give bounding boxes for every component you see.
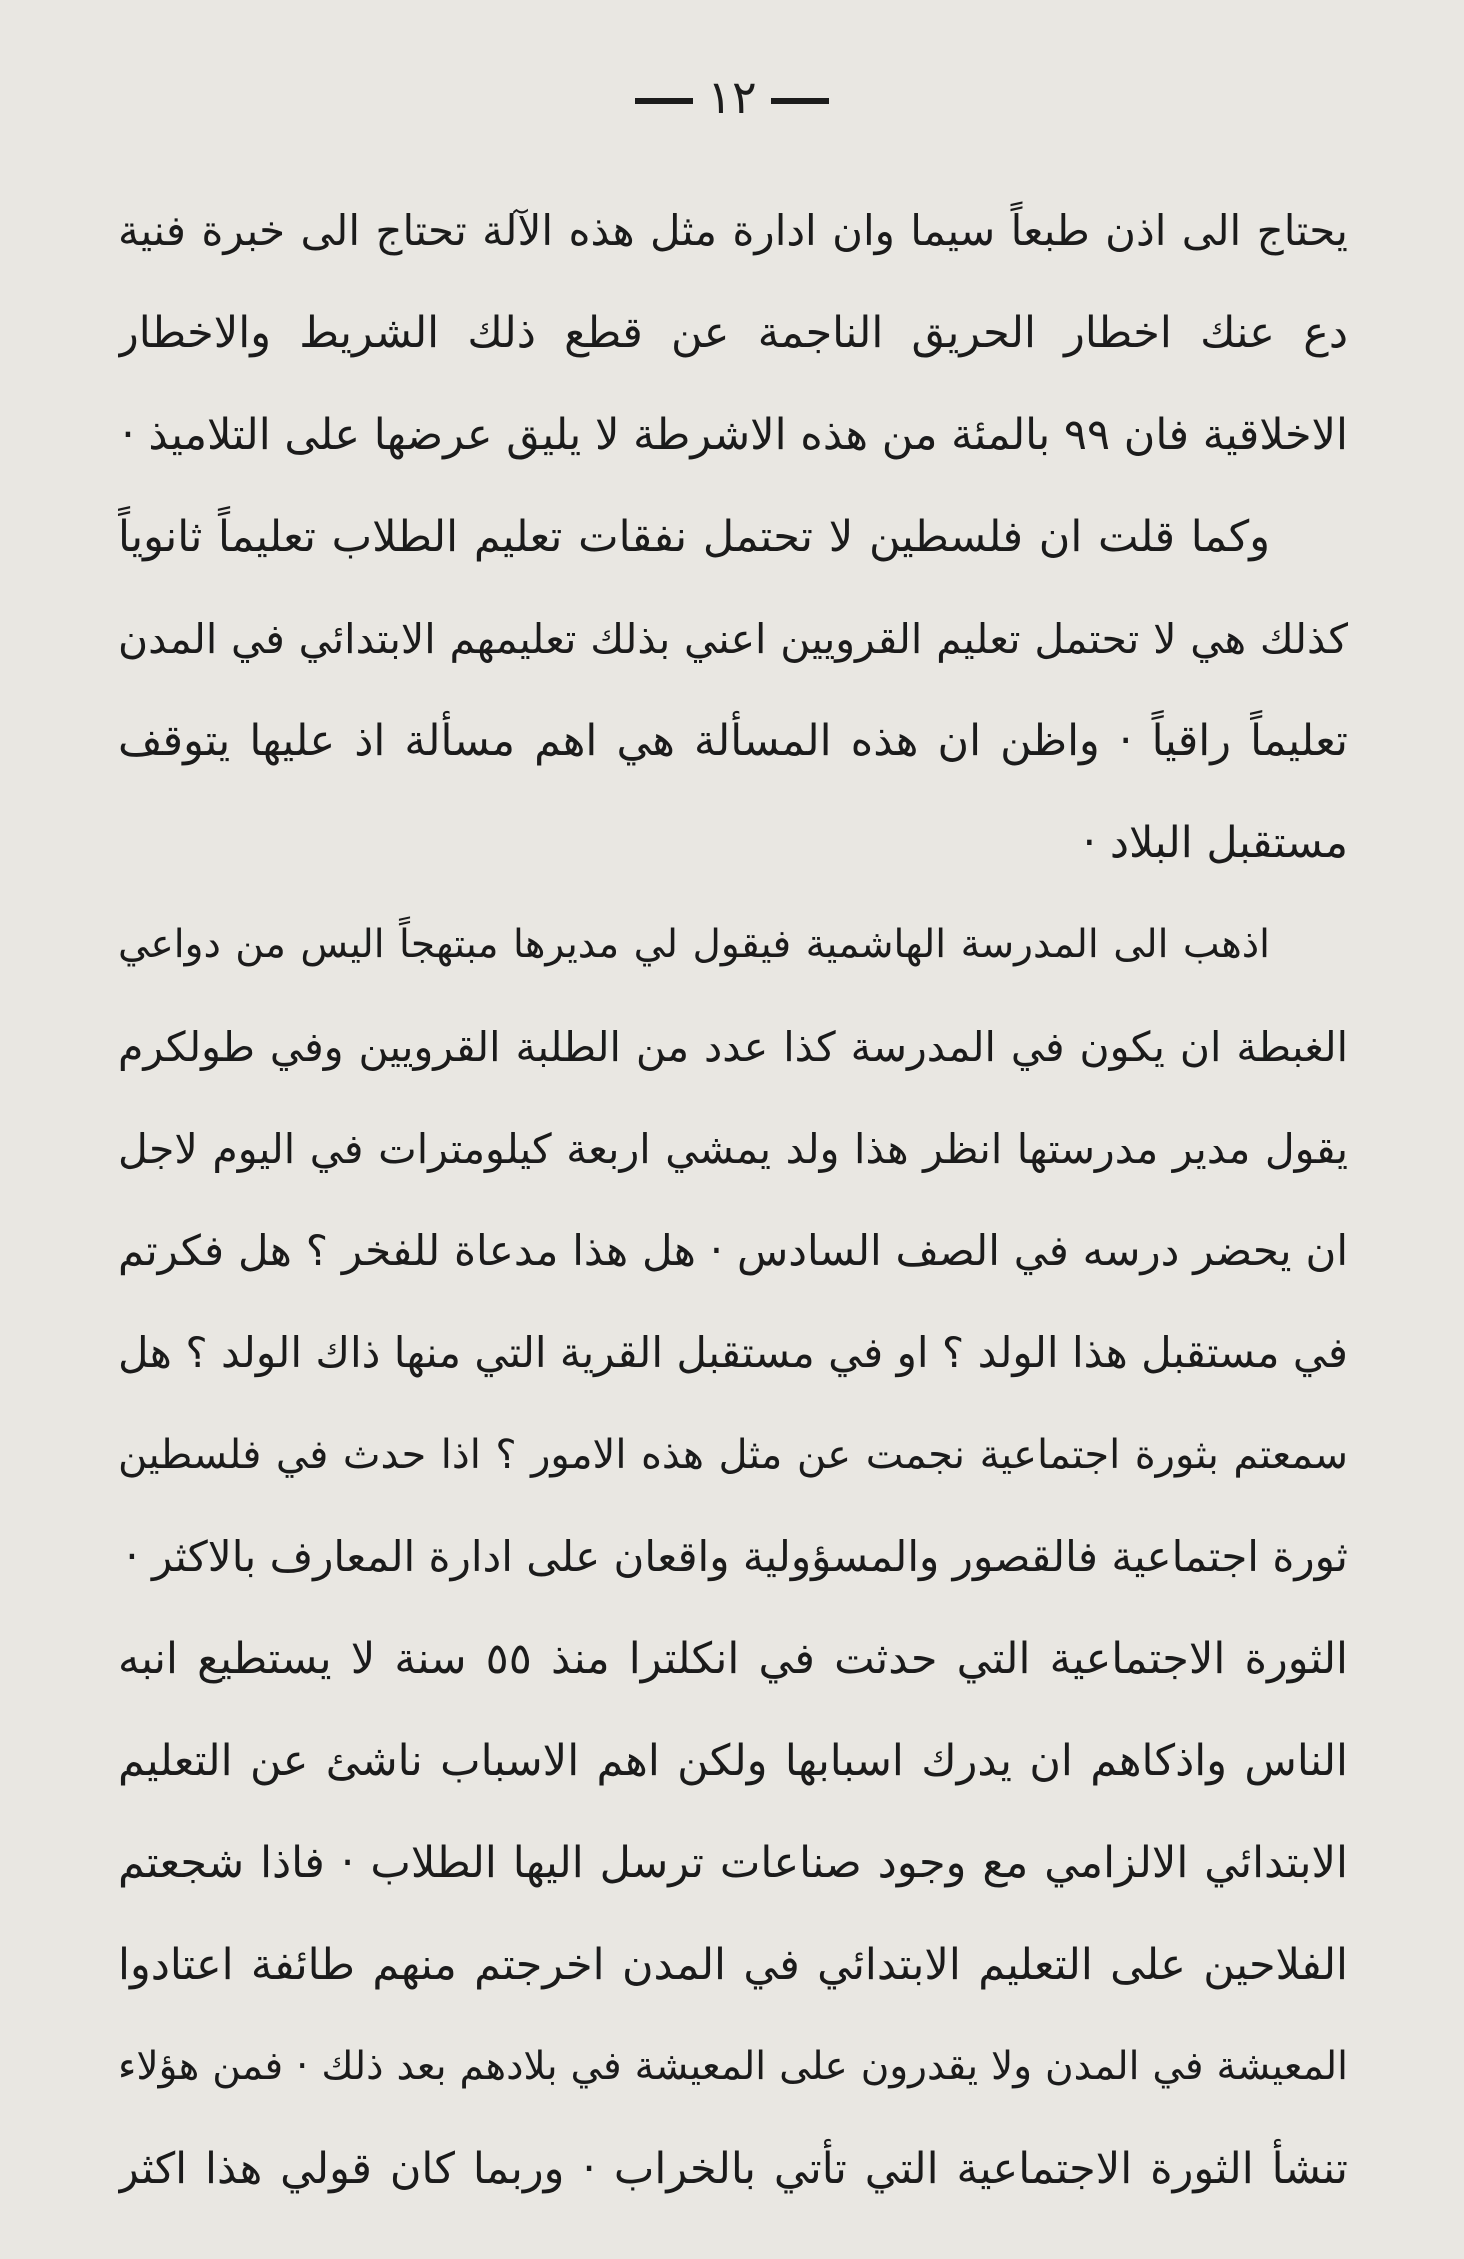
text-line: سمعتم بثورة اجتماعية نجمت عن مثل هذه الامور ؟ اذا حدث في فلسطين bbox=[118, 1432, 1348, 1478]
text-line: ان يحضر درسه في الصف السادس · هل هذا مدعاة للفخر ؟ هل فكرتم bbox=[118, 1226, 1348, 1275]
text-line: الغبطة ان يكون في المدرسة كذا عدد من الطلبة القرويين وفي طولكرم bbox=[118, 1023, 1348, 1071]
text-line: اذهب الى المدرسة الهاشمية فيقول لي مديرها مبتهجاً اليس من دواعي bbox=[118, 922, 1270, 967]
text-line: الابتدائي الالزامي مع وجود صناعات ترسل اليها الطلاب · فاذا شجعتم bbox=[118, 1838, 1348, 1888]
text-line: في مستقبل هذا الولد ؟ او في مستقبل القرية التي منها ذاك الولد ؟ هل bbox=[118, 1328, 1348, 1377]
header-dash-left bbox=[635, 98, 693, 104]
page-body-text bbox=[118, 180, 1348, 2220]
text-line: يحتاج الى اذن طبعاً سيما وان ادارة مثل هذه الآلة تحتاج الى خبرة فنية bbox=[118, 206, 1348, 255]
text-line: مستقبل البلاد · bbox=[1082, 818, 1348, 868]
text-line: الثورة الاجتماعية التي حدثت في انكلترا منذ ٥٥ سنة لا يستطيع انبه bbox=[118, 1634, 1348, 1684]
text-line: وكما قلت ان فلسطين لا تحتمل نفقات تعليم الطلاب تعليماً ثانوياً bbox=[118, 512, 1270, 562]
text-line: تعليماً راقياً · واظن ان هذه المسألة هي اهم مسألة اذ عليها يتوقف bbox=[118, 716, 1348, 766]
text-line: الفلاحين على التعليم الابتدائي في المدن اخرجتم منهم طائفة اعتادوا bbox=[118, 1940, 1348, 1990]
text-line: الناس واذكاهم ان يدرك اسبابها ولكن اهم الاسباب ناشئ عن التعليم bbox=[118, 1736, 1348, 1786]
text-line: يقول مدير مدرستها انظر هذا ولد يمشي اربعة كيلومترات في اليوم لاجل bbox=[118, 1125, 1348, 1173]
header-dash-right bbox=[771, 98, 829, 104]
text-line: كذلك هي لا تحتمل تعليم القرويين اعني بذلك تعليمهم الابتدائي في المدن bbox=[118, 615, 1348, 663]
page-number: ١٢ bbox=[707, 70, 757, 124]
text-line: ثورة اجتماعية فالقصور والمسؤولية واقعان على ادارة المعارف بالاكثر · bbox=[125, 1532, 1348, 1581]
text-line: الاخلاقية فان ٩٩ بالمئة من هذه الاشرطة لا يليق عرضها على التلاميذ · bbox=[121, 410, 1348, 460]
text-line: تنشأ الثورة الاجتماعية التي تأتي بالخراب · وربما كان قولي هذا اكثر bbox=[118, 2144, 1348, 2194]
page-header bbox=[0, 70, 1464, 124]
text-line: المعيشة في المدن ولا يقدرون على المعيشة في بلادهم بعد ذلك · فمن هؤلاء bbox=[118, 2044, 1348, 2089]
text-line: دع عنك اخطار الحريق الناجمة عن قطع ذلك الشريط والاخطار bbox=[118, 308, 1348, 358]
